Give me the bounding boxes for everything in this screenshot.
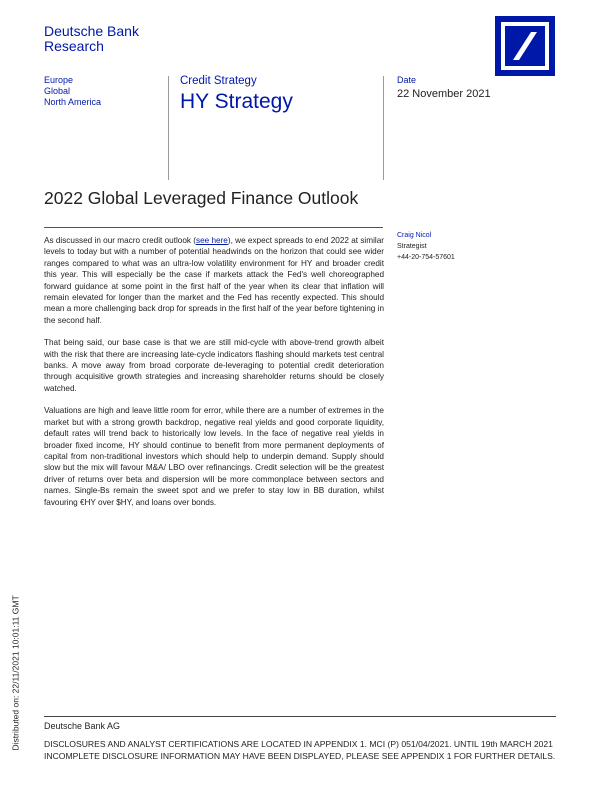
author-name[interactable]: Craig Nicol — [397, 232, 432, 239]
distribution-stamp: Distributed on: 22/11/2021 10:01:11 GMT — [10, 595, 21, 751]
see-here-link[interactable]: see here — [196, 236, 228, 245]
brand-name — [44, 24, 139, 54]
series-label: Credit Strategy — [180, 75, 257, 87]
date-label: Date — [397, 75, 417, 85]
company-name: Deutsche Bank AG — [44, 721, 121, 731]
document-title: 2022 Global Leveraged Finance Outlook — [44, 188, 359, 208]
paragraph-1-start: As discussed in our macro credit outlook ( — [44, 236, 196, 245]
header-divider — [383, 76, 384, 180]
report-name: HY Strategy — [180, 90, 293, 113]
paragraph-1 — [44, 235, 384, 326]
author-role: Strategist — [397, 243, 427, 250]
title-rule — [44, 227, 383, 228]
author-phone: +44-20-754-57601 — [397, 254, 455, 261]
paragraph-3: Valuations are high and leave little room for error, while there are a number of extremes in the market but with a strong growth backdrop, negative real yields and good corporate liquidity, default rates will trend back to historically low levels. In the face of negative real yields in broader fixed income, HY should continue to benefit from more permanent deployments of capital from non-traditional investors which should help to underpin demand. Supply should slow but the mix will favour M&A/ LBO over refinancings. Credit selection will be the greatest driver of returns over beta and dispersion will be more commonplace between sectors and names. Single-Bs remain the sweet spot and we prefer to stay low in BB duration, whilst favouring €HY over $HY, and loans over bonds. — [44, 406, 384, 507]
author-block — [397, 230, 455, 263]
region-item: Europe — [44, 75, 74, 85]
footer-rule — [44, 716, 556, 717]
paragraph-1-rest: ), we expect spreads to end 2022 at similar levels to today but with a number of potential headwinds on the horizon that could see wider ranges compared to what was an ultra-low volatility environment for HY and broader credit this year. This will especially be the case if markets attack the Fed's well choreographed forward guidance at some point in the first half of the year when its clear that inflation will remain elevated for longer than the market and the Fed has recently expected. This should mean a more challenging back drop for spreads in the first half of the year before tightening in the second half. — [44, 236, 384, 325]
header-divider — [168, 76, 169, 180]
region-list — [44, 75, 101, 108]
publication-date: 22 November 2021 — [397, 88, 491, 100]
brand-line-2: Research — [44, 38, 104, 54]
body-text — [44, 235, 384, 519]
region-item: North America — [44, 97, 102, 107]
deutsche-bank-logo-icon — [495, 16, 555, 76]
region-item: Global — [44, 86, 71, 96]
brand-line-1: Deutsche Bank — [44, 23, 139, 39]
disclosure-text: DISCLOSURES AND ANALYST CERTIFICATIONS ARE LOCATED IN APPENDIX 1. MCI (P) 051/04/2021. UNTIL 19th MARCH 2021 INCOMPLETE DISCLOSURE INFORMATION MAY HAVE BEEN DISPLAYED, PLEASE SEE APPENDIX 1 FOR FURTHER DETAILS. — [44, 739, 556, 761]
paragraph-2: That being said, our base case is that we are still mid-cycle with above-trend growth albeit with the risk that there are increasing late-cycle indicators flashing should markets test central banks. A move away from broad corporate de-leveraging to potential credit deterioration through acquisitive growth strategies and increasing shareholder returns should be closely watched. — [44, 338, 384, 393]
